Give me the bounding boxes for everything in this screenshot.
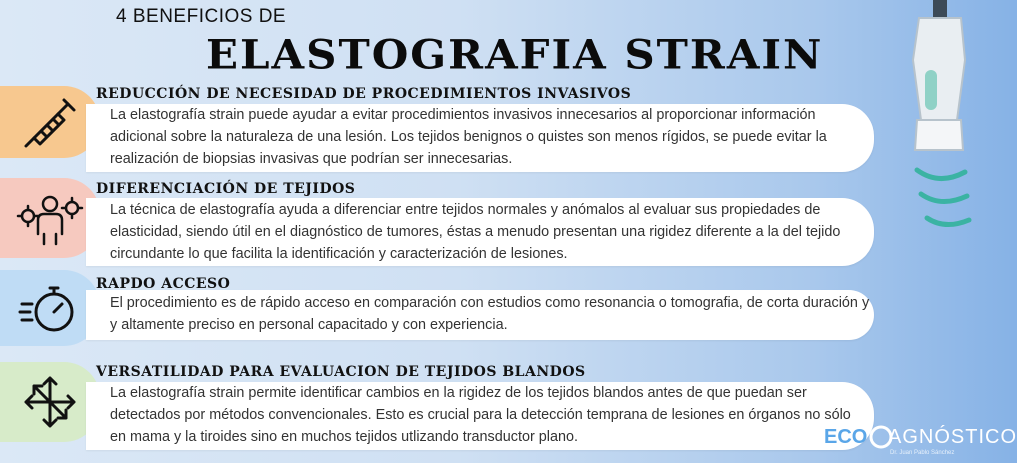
benefit-description: La elastografía strain puede ayudar a evitar procedimientos invasivos innecesarios al proporcionar información adicional sobre la naturaleza de una lesión. Los tejidos benignos o quistes son menos rígidos, se puede evitar la realización de biopsias invasivas que podrían ser innecesarias. [110, 107, 827, 167]
benefit-description: La elastografía strain permite identificar cambios en la rigidez de los tejidos blandos antes de que puedan ser detectados por métodos convencionales. Esto es crucial para la detección temprana de lesiones en órganos no sólo en mama y la tiroides sino en muchos tejidos utlizando transductor plano. [110, 385, 851, 445]
benefit-description: La técnica de elastografía ayuda a diferenciar entre tejidos normales y anómalos al evaluar sus propiedades de elasticidad, siendo útil en el diagnóstico de tumores, éstas a menudo presentan una rigidez diferente a la del tejido circundante lo que facilita la identificación y caracterización de lesiones. [110, 202, 841, 262]
logo-part-eco: ECO [824, 426, 868, 448]
benefit-icon-badge [0, 86, 100, 158]
syringe-icon [18, 90, 82, 154]
subtitle: 4 BENEFICIOS DE [116, 6, 287, 27]
benefit-icon-badge [0, 362, 100, 442]
benefit-heading: VERSATILIDAD PARA EVALUACION DE TEJIDOS BLANDOS [96, 364, 586, 380]
benefit-icon-badge [0, 178, 100, 258]
benefit-heading: REDUCCIÓN DE NECESIDAD DE PROCEDIMIENTOS INVASIVOS [96, 86, 632, 102]
benefit-icon-badge [0, 270, 100, 346]
brand-logo [824, 422, 1017, 463]
logo-part-agnostico: AGNÓSTICO [888, 426, 1017, 448]
person-gears-icon [16, 186, 84, 250]
ultrasound-probe-icon [889, 0, 969, 260]
benefit-description: El procedimiento es de rápido acceso en comparación con estudios como resonancia o tomografia, de corta duración y y altamente preciso en personal capacitado y con experiencia. [110, 295, 870, 333]
benefit-heading: DIFERENCIACIÓN DE TEJIDOS [96, 181, 356, 197]
benefit-heading: RAPDO ACCESO [96, 276, 231, 292]
logo-tagline: Dr. Juan Pablo Sánchez [890, 450, 955, 456]
arrows-expand-icon [20, 372, 80, 432]
stopwatch-icon [18, 276, 82, 340]
page-title: ELASTOGRAFIA STRAIN [206, 31, 824, 78]
